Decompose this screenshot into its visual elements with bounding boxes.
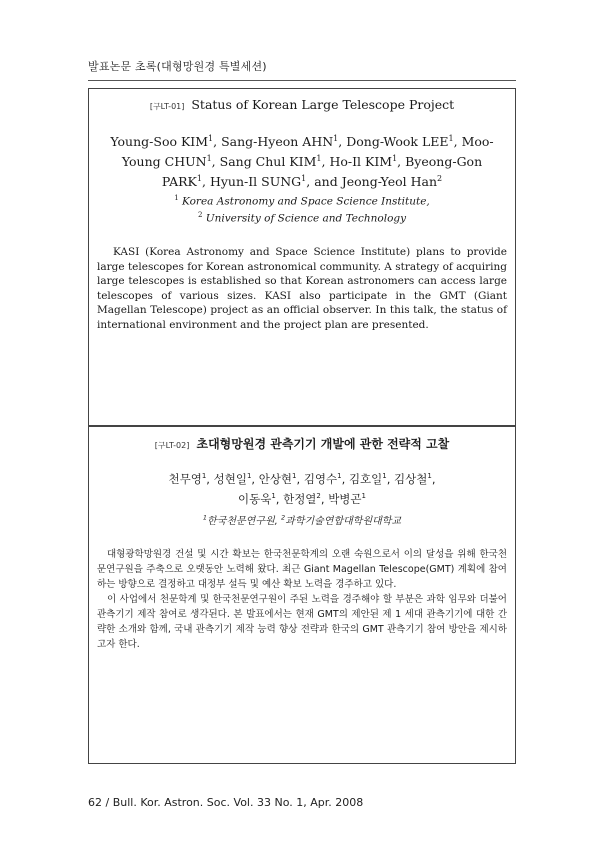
author-sup: 1 xyxy=(206,154,212,164)
abstract-1-authors: Young-Soo KIM$^1$, Sang-Hyeon AHN$^1$, Dong-Wook LEE$^1$, Moo-Young CHUN$^1$, Sang Chul KIM$^1$, Ho-Il KIM$^1$, Byeong-Gon PARK$^1$, Hyun-Il SUNG$^1$, and Jeong-Yeol Han$^2$ xyxy=(110,134,494,190)
affiliation-sup: 1 xyxy=(174,194,179,203)
author-line-1: 천무영$^1$, 성현일$^1$, 안상현$^1$, 김영수$^1$, 김호일$^1$, 김상철$^1$, xyxy=(168,471,436,486)
abstract-box-1 xyxy=(88,88,516,426)
abstract-1-title: Status of Korean Large Telescope Project xyxy=(191,97,455,112)
affiliation-text: Korea Astronomy and Space Science Institute, xyxy=(182,195,430,208)
author-sup: 1 xyxy=(246,472,252,480)
author-name: Hyun-Il SUNG xyxy=(209,174,302,190)
author-sup: 1 xyxy=(196,174,202,184)
author-sup: 1 xyxy=(292,472,297,480)
author-sup: 1 xyxy=(316,154,322,164)
abstract-2-title: 초대형망원경 관측기기 개발에 관한 전략적 고찰 xyxy=(196,437,450,451)
abstract-2-body xyxy=(97,547,507,652)
author-name: 성현일 xyxy=(213,471,247,486)
author-name: 안상현 xyxy=(258,471,293,486)
author-sup: 1 xyxy=(361,491,366,500)
running-head: 발표논문 초록(대형망원경 특별세션) xyxy=(88,60,267,73)
and-word: and xyxy=(314,174,338,190)
author-name: 이동욱 xyxy=(237,491,272,506)
author-sup: 2 xyxy=(437,174,443,184)
abstract-2-title-line xyxy=(89,435,515,452)
affiliation-sup: 2 xyxy=(281,513,286,522)
author-name: Sang-Hyeon AHN xyxy=(221,134,334,150)
affiliation-sup: 2 xyxy=(197,210,203,219)
affiliation-text: 한국천문연구원, xyxy=(207,515,278,527)
author-name: Dong-Wook LEE xyxy=(346,134,449,150)
author-name: Young-Soo KIM xyxy=(110,134,209,150)
author-sup: 1 xyxy=(201,472,207,480)
author-sup: 2 xyxy=(316,491,321,500)
abstract-2-code: [구LT-02] xyxy=(154,441,190,450)
author-sup: 1 xyxy=(301,174,307,184)
affiliation-text: 과학기술연합대학원대학교 xyxy=(285,515,402,527)
author-name: 천무영 xyxy=(168,471,202,486)
author-sup: 1 xyxy=(392,154,398,164)
affiliation-text: University of Science and Technology xyxy=(205,212,407,225)
abstract-2-authors xyxy=(119,468,485,508)
header-rule xyxy=(88,80,516,81)
affiliation-sup: 1 xyxy=(202,513,208,522)
author-sup: 1 xyxy=(448,134,454,143)
author-name: 김호일 xyxy=(348,471,383,486)
abstract-2-paragraph-1: 대형광학망원경 건설 및 시간 확보는 한국천문학계의 오랜 숙원으로서 이의 달성을 위해 한국천문연구원을 주축으로 오랫동안 노력해 왔다. 최근 Giant Magellan Telescope(GMT) 계획에 참여하는 방향으로 결정하고 대정부 설득 및 예산 확보 노력을 경주하고 있다. xyxy=(97,548,507,590)
author-sup: 1 xyxy=(333,134,339,143)
author-sup: 1 xyxy=(382,472,387,480)
abstract-1-affiliations xyxy=(89,192,515,225)
abstract-box-2 xyxy=(88,426,516,764)
author-name: 김상철 xyxy=(394,471,428,486)
affiliation-line xyxy=(89,192,515,209)
author-name: Moo-Young CHUN xyxy=(121,134,494,170)
author-line-2: 이동욱$^1$, 한정열$^2$, 박병곤$^1$ xyxy=(237,491,366,506)
author-name: 박병곤 xyxy=(328,491,362,506)
author-sup: 1 xyxy=(208,134,214,143)
author-name: 김영수 xyxy=(303,471,338,486)
abstract-1-title-line xyxy=(89,97,515,112)
author-name: Byeong-Gon PARK xyxy=(161,154,483,190)
author-sup: 1 xyxy=(427,472,432,480)
abstract-1-code: [구LT-01] xyxy=(149,102,185,111)
author-name: Jeong-Yeol Han xyxy=(341,174,438,190)
abstract-1-body: KASI (Korea Astronomy and Space Science Institute) plans to provide large telescopes for Korean astronomical community. A strategy of acquiring large telescopes is established so that Korean astronomers can access large telescopes of various sizes. KASI also participate in the GMT (Giant Magellan Telescope) project as an official observer. In this talk, the status of international environment and the project plan are presented. xyxy=(97,246,507,331)
affiliation-line xyxy=(89,209,515,226)
author-name: Ho-Il KIM xyxy=(329,154,393,170)
abstract-2-paragraph-2: 이 사업에서 천문학계 및 한국천문연구원이 주된 노력을 경주해야 할 부분은 과학 임무와 더불어 관측기기 제작 참여로 생각된다. 본 발표에서는 현재 GMT의 제안된 제 1 세대 관측기기에 대한 간략한 소개와 함께, 국내 관측기기 제작 능력 향상 전략과 한국의 GMT 관측기기 참여 방안을 제시하고자 한다. xyxy=(97,593,507,650)
author-name: 한정열 xyxy=(283,491,317,506)
author-sup: 1 xyxy=(337,472,342,480)
author-name: Sang Chul KIM xyxy=(219,154,317,170)
author-sup: 1 xyxy=(271,491,276,500)
page-footer: 62 / Bull. Kor. Astron. Soc. Vol. 33 No. 1, Apr. 2008 xyxy=(88,796,364,809)
abstract-2-affiliations xyxy=(89,512,515,527)
